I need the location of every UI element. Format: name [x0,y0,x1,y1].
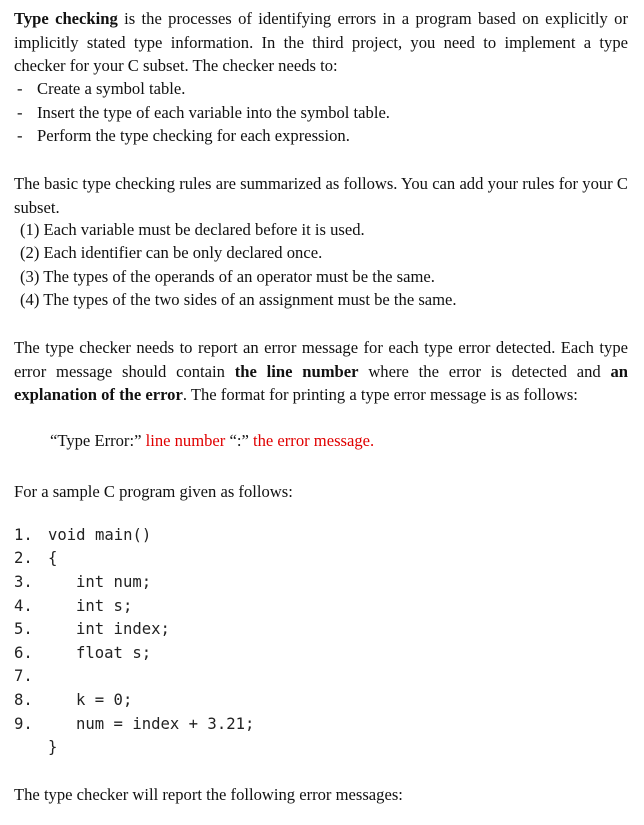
error-paragraph: The type checker needs to report an error message for each type error detected. Each type error message should contain the line number where the error is detected and an explanation of the error. The format for printing a type error message is as follows: [14,338,628,404]
bold-line-number: the line number [234,361,359,381]
format-line-number: line number [145,431,226,450]
intro-bold-lead: Type checking [14,9,118,28]
code-line: float s; [76,644,152,662]
code-line: int index; [76,620,170,638]
code-line: int num; [76,573,152,591]
code-line-number: 7. [14,667,33,685]
intro-text: is the processes of identifying errors in a program based on explicitly or implicitly stated type information. In the third project, you need to implement a type checker for your C subset. The checker needs to: [14,9,628,75]
bullet-item: - Perform the type checking for each expression. [17,126,350,145]
code-line: void main() [48,526,152,544]
error-format-line: “Type Error:” line number “:” the error message. [50,431,375,450]
code-closing-brace: } [48,738,58,756]
bullet-item: - Insert the type of each variable into the symbol table. [17,103,390,122]
rule-item: (3) The types of the operands of an operator must be the same. [20,267,435,286]
code-line: int s; [76,597,133,615]
code-line-number: 9. [14,715,33,733]
code-line-number: 2. [14,549,33,567]
bullet-item: - Create a symbol table. [17,79,186,98]
outro-paragraph: The type checker will report the following error messages: [14,785,403,804]
code-line-number: 5. [14,620,33,638]
rules-intro-paragraph: The basic type checking rules are summarized as follows. You can add your rules for your C subset. [14,174,628,217]
rule-item: (1) Each variable must be declared before it is used. [20,220,365,239]
rule-item: (2) Each identifier can be only declared once. [20,243,323,262]
code-line-number: 6. [14,644,33,662]
code-line: k = 0; [76,691,133,709]
code-line-number: 3. [14,573,33,591]
rule-item: (4) The types of the two sides of an assignment must be the same. [20,290,457,309]
code-line-number: 4. [14,597,33,615]
code-line-number: 1. [14,526,33,544]
format-error-message: the error message. [252,431,375,450]
code-line: num = index + 3.21; [76,715,255,733]
sample-intro: For a sample C program given as follows: [14,482,293,501]
code-line-number: 8. [14,691,33,709]
bold-explanation: an explanation of the error [14,361,628,404]
code-line: { [48,549,58,567]
intro-paragraph [14,7,628,78]
